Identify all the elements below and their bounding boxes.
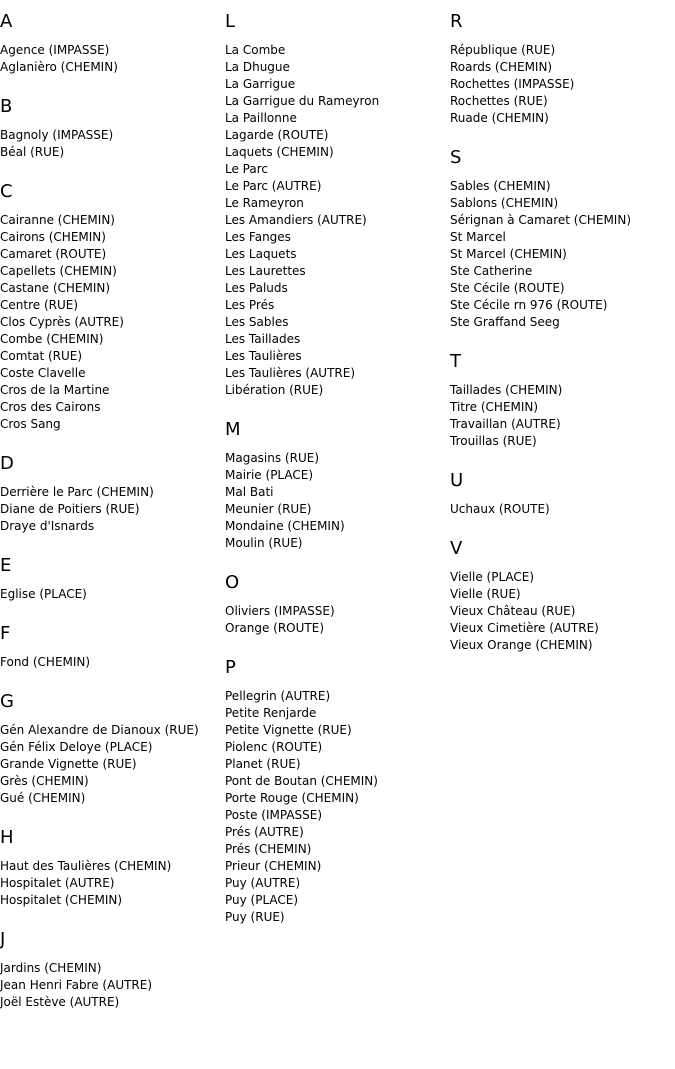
street-entry: Rochettes (IMPASSE) xyxy=(450,77,575,91)
letter-heading: M xyxy=(225,419,241,440)
letter-section xyxy=(450,148,675,331)
street-entry: Gén Alexandre de Dianoux (RUE) xyxy=(0,723,199,737)
street-entry: Les Taulières xyxy=(225,349,302,363)
street-entry: Petite Vignette (RUE) xyxy=(225,723,352,737)
street-entry: Combe (CHEMIN) xyxy=(0,332,104,346)
street-entry: Cros des Cairons xyxy=(0,400,101,414)
letter-section xyxy=(225,658,450,926)
letter-section xyxy=(0,930,225,1011)
street-entry: Haut des Taulières (CHEMIN) xyxy=(0,859,172,873)
street-entry: Ste Cécile (ROUTE) xyxy=(450,281,565,295)
street-entry: Prieur (CHEMIN) xyxy=(225,859,322,873)
street-entry: La Garrigue du Rameyron xyxy=(225,94,380,108)
street-entry: La Dhugue xyxy=(225,60,290,74)
street-entry: Cairons (CHEMIN) xyxy=(0,230,106,244)
street-list xyxy=(0,212,225,433)
street-list xyxy=(0,858,225,909)
street-entry: Roards (CHEMIN) xyxy=(450,60,553,74)
street-entry: Clos Cyprès (AUTRE) xyxy=(0,315,124,329)
street-entry: Les Fanges xyxy=(225,230,291,244)
street-list xyxy=(0,654,225,671)
letter-section xyxy=(225,12,450,399)
letter-heading: F xyxy=(0,623,11,644)
street-entry: Puy (PLACE) xyxy=(225,893,299,907)
street-entry: Castane (CHEMIN) xyxy=(0,281,111,295)
street-entry: Pellegrin (AUTRE) xyxy=(225,689,331,703)
letter-heading: S xyxy=(450,147,462,168)
street-entry: Les Laquets xyxy=(225,247,297,261)
letter-section xyxy=(0,556,225,603)
street-entry: Piolenc (ROUTE) xyxy=(225,740,323,754)
street-entry: Ste Graffand Seeg xyxy=(450,315,560,329)
street-entry: St Marcel xyxy=(450,230,506,244)
street-entry: Grande Vignette (RUE) xyxy=(0,757,137,771)
street-list xyxy=(0,960,225,1011)
street-entry: Draye d'Isnards xyxy=(0,519,95,533)
street-entry: Mairie (PLACE) xyxy=(225,468,314,482)
street-entry: Joël Estève (AUTRE) xyxy=(0,995,120,1009)
street-list xyxy=(450,569,675,654)
street-entry: Les Paluds xyxy=(225,281,288,295)
street-entry: Vieux Château (RUE) xyxy=(450,604,576,618)
street-entry: Magasins (RUE) xyxy=(225,451,320,465)
street-entry: Grès (CHEMIN) xyxy=(0,774,89,788)
street-entry: Puy (RUE) xyxy=(225,910,285,924)
street-entry: Le Parc (AUTRE) xyxy=(225,179,322,193)
street-list xyxy=(0,722,225,807)
letter-section xyxy=(450,539,675,654)
street-entry: Mondaine (CHEMIN) xyxy=(225,519,345,533)
column-3 xyxy=(450,0,675,654)
street-entry: Vieux Cimetière (AUTRE) xyxy=(450,621,599,635)
street-entry: Agence (IMPASSE) xyxy=(0,43,110,57)
street-entry: Jardins (CHEMIN) xyxy=(0,961,102,975)
street-list xyxy=(0,127,225,161)
letter-heading: V xyxy=(450,538,463,559)
street-entry: Porte Rouge (CHEMIN) xyxy=(225,791,359,805)
street-entry: Rochettes (RUE) xyxy=(450,94,548,108)
street-entry: Trouillas (RUE) xyxy=(450,434,537,448)
street-entry: Camaret (ROUTE) xyxy=(0,247,107,261)
street-entry: Le Rameyron xyxy=(225,196,304,210)
street-entry: Hospitalet (AUTRE) xyxy=(0,876,115,890)
street-entry: Sablons (CHEMIN) xyxy=(450,196,559,210)
letter-section xyxy=(0,454,225,535)
street-entry: Petite Renjarde xyxy=(225,706,317,720)
street-list xyxy=(225,42,450,399)
letter-section xyxy=(450,471,675,518)
street-entry: Jean Henri Fabre (AUTRE) xyxy=(0,978,153,992)
street-entry: Cros de la Martine xyxy=(0,383,110,397)
letter-heading: T xyxy=(450,351,461,372)
street-entry: Eglise (PLACE) xyxy=(0,587,87,601)
letter-heading: L xyxy=(225,11,236,32)
street-list xyxy=(0,42,225,76)
street-list xyxy=(450,42,675,127)
letter-heading: D xyxy=(0,453,14,474)
street-entry: Cairanne (CHEMIN) xyxy=(0,213,115,227)
street-entry: Les Amandiers (AUTRE) xyxy=(225,213,367,227)
street-entry: Meunier (RUE) xyxy=(225,502,312,516)
street-entry: Ste Catherine xyxy=(450,264,533,278)
street-entry: La Combe xyxy=(225,43,286,57)
street-entry: Hospitalet (CHEMIN) xyxy=(0,893,123,907)
street-entry: Centre (RUE) xyxy=(0,298,79,312)
letter-heading: C xyxy=(0,181,13,202)
street-list xyxy=(0,484,225,535)
letter-section xyxy=(0,182,225,433)
letter-section xyxy=(225,573,450,637)
street-entry: Les Laurettes xyxy=(225,264,306,278)
street-entry: Taillades (CHEMIN) xyxy=(450,383,563,397)
street-entry: Libération (RUE) xyxy=(225,383,324,397)
street-entry: Ste Cécile rn 976 (ROUTE) xyxy=(450,298,608,312)
letter-section xyxy=(0,624,225,671)
letter-section xyxy=(225,420,450,552)
street-entry: Aglanièro (CHEMIN) xyxy=(0,60,118,74)
street-entry: Coste Clavelle xyxy=(0,366,86,380)
street-entry: Gué (CHEMIN) xyxy=(0,791,86,805)
street-entry: Prés (CHEMIN) xyxy=(225,842,312,856)
street-entry: Oliviers (IMPASSE) xyxy=(225,604,335,618)
street-entry: Puy (AUTRE) xyxy=(225,876,301,890)
street-entry: Bagnoly (IMPASSE) xyxy=(0,128,114,142)
column-2 xyxy=(225,0,450,926)
street-entry: Capellets (CHEMIN) xyxy=(0,264,117,278)
street-entry: Les Sables xyxy=(225,315,289,329)
street-list xyxy=(225,603,450,637)
street-list xyxy=(450,382,675,450)
letter-section xyxy=(0,12,225,76)
street-entry: Moulin (RUE) xyxy=(225,536,303,550)
street-entry: Fond (CHEMIN) xyxy=(0,655,91,669)
street-entry: Vielle (PLACE) xyxy=(450,570,535,584)
street-entry: Les Taulières (AUTRE) xyxy=(225,366,356,380)
street-entry: Derrière le Parc (CHEMIN) xyxy=(0,485,154,499)
street-entry: Travaillan (AUTRE) xyxy=(450,417,561,431)
street-entry: Planet (RUE) xyxy=(225,757,301,771)
letter-section xyxy=(0,97,225,161)
letter-section xyxy=(450,352,675,450)
letter-heading: J xyxy=(0,929,6,950)
street-entry: Ruade (CHEMIN) xyxy=(450,111,549,125)
street-entry: Laquets (CHEMIN) xyxy=(225,145,334,159)
letter-section xyxy=(0,828,225,909)
street-entry: République (RUE) xyxy=(450,43,556,57)
street-list xyxy=(225,450,450,552)
letter-heading: H xyxy=(0,827,14,848)
street-entry: Comtat (RUE) xyxy=(0,349,83,363)
letter-heading: R xyxy=(450,11,463,32)
street-entry: Poste (IMPASSE) xyxy=(225,808,323,822)
street-entry: La Paillonne xyxy=(225,111,297,125)
letter-section xyxy=(450,12,675,127)
street-entry: Diane de Poitiers (RUE) xyxy=(0,502,140,516)
letter-section xyxy=(0,692,225,807)
letter-heading: G xyxy=(0,691,14,712)
street-entry: Le Parc xyxy=(225,162,268,176)
street-entry: Béal (RUE) xyxy=(0,145,65,159)
street-entry: La Garrigue xyxy=(225,77,296,91)
letter-heading: A xyxy=(0,11,13,32)
street-entry: Les Prés xyxy=(225,298,275,312)
letter-heading: U xyxy=(450,470,464,491)
letter-heading: O xyxy=(225,572,240,593)
street-entry: Sérignan à Camaret (CHEMIN) xyxy=(450,213,631,227)
street-entry: Orange (ROUTE) xyxy=(225,621,324,635)
street-entry: Uchaux (ROUTE) xyxy=(450,502,550,516)
street-entry: Les Taillades xyxy=(225,332,301,346)
street-entry: Vielle (RUE) xyxy=(450,587,521,601)
street-entry: Sables (CHEMIN) xyxy=(450,179,551,193)
letter-heading: B xyxy=(0,96,13,117)
street-entry: Gén Félix Deloye (PLACE) xyxy=(0,740,153,754)
street-entry: Titre (CHEMIN) xyxy=(450,400,539,414)
street-entry: Pont de Boutan (CHEMIN) xyxy=(225,774,378,788)
street-entry: Prés (AUTRE) xyxy=(225,825,304,839)
street-entry: Vieux Orange (CHEMIN) xyxy=(450,638,593,652)
street-entry: St Marcel (CHEMIN) xyxy=(450,247,567,261)
street-entry: Mal Bati xyxy=(225,485,274,499)
street-list xyxy=(225,688,450,926)
letter-heading: E xyxy=(0,555,12,576)
letter-heading: P xyxy=(225,657,236,678)
street-entry: Cros Sang xyxy=(0,417,61,431)
column-1 xyxy=(0,0,225,1011)
street-list xyxy=(450,501,675,518)
street-list xyxy=(0,586,225,603)
street-entry: Lagarde (ROUTE) xyxy=(225,128,329,142)
street-list xyxy=(450,178,675,331)
